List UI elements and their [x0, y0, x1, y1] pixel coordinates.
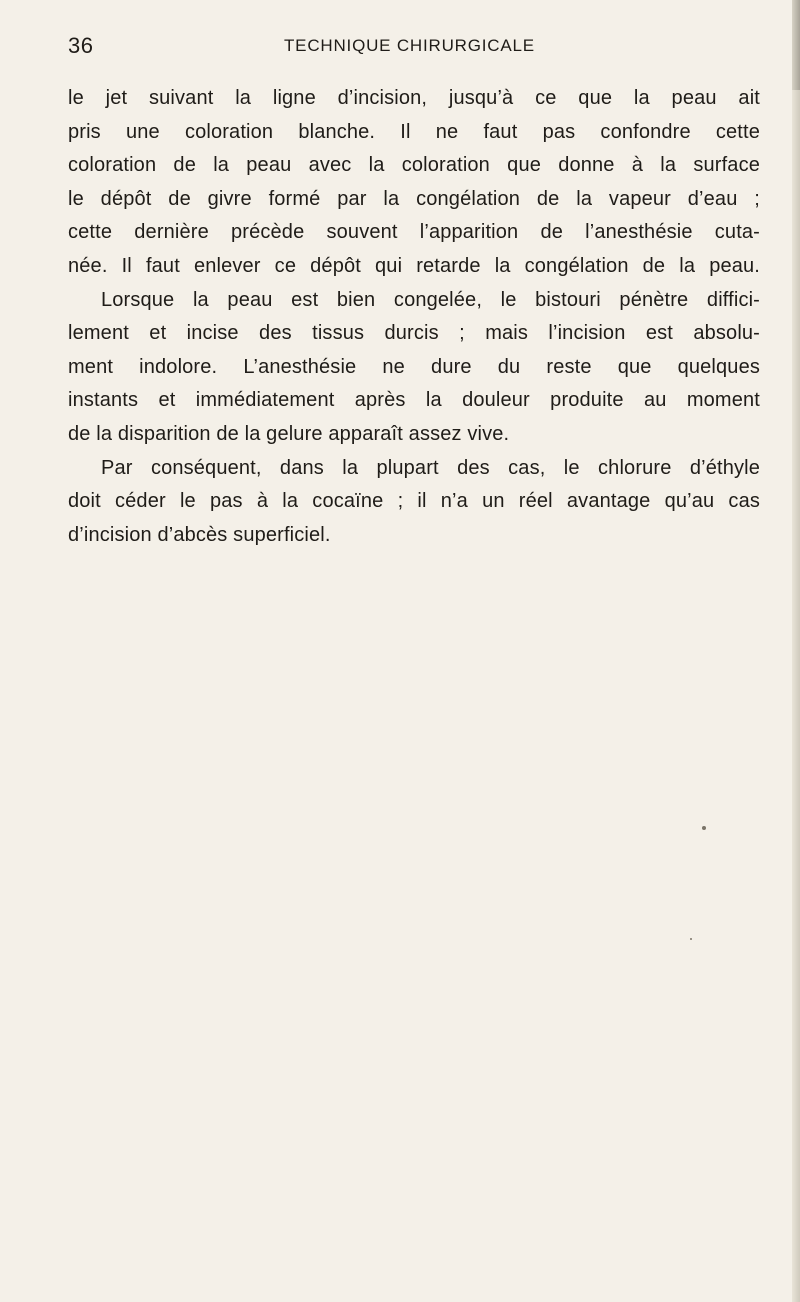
- paper-speck: [702, 826, 706, 830]
- text-line: instants et immédiatement après la douleur produite au moment: [68, 389, 760, 412]
- text-line-paragraph-start: Par conséquent, dans la plupart des cas, le chlorure d’éthyle: [101, 456, 760, 479]
- text-line: pris une coloration blanche. Il ne faut pas confondre cette: [68, 120, 760, 143]
- text-line: le dépôt de givre formé par la congélation de la vapeur d’eau ;: [68, 187, 760, 210]
- text-line: née. Il faut enlever ce dépôt qui retarde la congélation de la peau.: [68, 254, 760, 277]
- text-line: ment indolore. L’anesthésie ne dure du reste que quelques: [68, 355, 760, 378]
- text-line-paragraph-end: d’incision d’abcès superficiel.: [68, 523, 331, 546]
- body-text: [68, 82, 760, 552]
- text-line: doit céder le pas à la cocaïne ; il n’a un réel avantage qu’au cas: [68, 490, 760, 513]
- page-edge-shadow-top: [792, 0, 800, 90]
- text-line-paragraph-end: de la disparition de la gelure apparaît assez vive.: [68, 422, 510, 445]
- text-line: le jet suivant la ligne d’incision, jusqu’à ce que la peau ait: [68, 87, 760, 109]
- page-number: 36: [68, 33, 94, 58]
- running-head: [68, 32, 758, 60]
- text-line: cette dernière précède souvent l’apparition de l’anesthésie cuta-: [68, 221, 760, 244]
- paper-speck: [690, 938, 692, 940]
- text-line: lement et incise des tissus durcis ; mais l’incision est absolu-: [68, 322, 760, 345]
- text-line: coloration de la peau avec la coloration que donne à la surface: [68, 154, 760, 177]
- page-edge-shadow: [792, 0, 800, 1302]
- text-line-paragraph-start: Lorsque la peau est bien congelée, le bistouri pénètre diffici-: [101, 288, 760, 311]
- running-title: TECHNIQUE CHIRURGICALE: [284, 36, 535, 55]
